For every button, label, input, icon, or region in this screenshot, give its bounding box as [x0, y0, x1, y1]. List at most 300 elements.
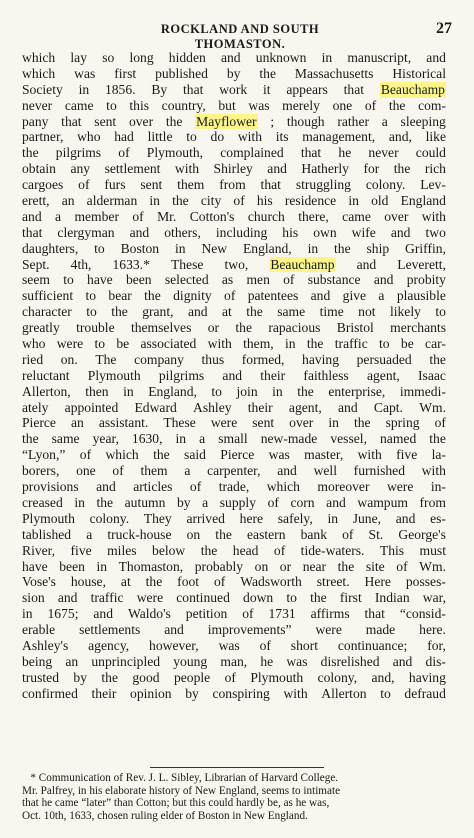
text-line	[22, 114, 446, 130]
word: Thomaston,	[118, 558, 184, 574]
word: sufficient	[22, 288, 74, 304]
word: They	[143, 510, 172, 526]
word: in	[307, 240, 319, 256]
word: colony.	[365, 177, 406, 193]
word: unprincipled	[91, 653, 161, 669]
word: character	[22, 304, 72, 320]
word: Plymouth,	[146, 145, 204, 161]
word: car-	[425, 336, 446, 352]
word: agency,	[88, 637, 130, 653]
word: them,	[243, 336, 274, 352]
word: Massachusetts	[294, 65, 374, 81]
word: of	[189, 479, 202, 495]
word: to	[94, 240, 105, 256]
word: which	[22, 65, 56, 81]
text-line	[22, 241, 446, 257]
word: first	[114, 65, 137, 81]
word: in	[328, 415, 339, 431]
word: residence	[284, 193, 337, 209]
text-line	[22, 431, 446, 447]
word: the	[165, 113, 183, 129]
text-line	[22, 352, 446, 368]
word: Capt.	[373, 399, 403, 415]
word: la-	[431, 447, 446, 463]
word: colony.	[89, 510, 130, 526]
word: an	[61, 193, 75, 209]
word: Indian	[374, 590, 410, 606]
word: 1856.	[104, 81, 136, 97]
word: the	[22, 145, 39, 161]
word: which	[266, 479, 300, 495]
word: affirms	[310, 606, 350, 622]
word: autumn	[124, 494, 166, 510]
word: of	[273, 542, 286, 558]
word: Plymouth	[250, 669, 304, 685]
word: Waldo's	[127, 606, 171, 622]
word: young	[173, 653, 208, 669]
word: the	[306, 336, 324, 352]
footnote-line: * Communication of Rev. J. L. Sibley, Librarian of Harvard College.	[22, 772, 339, 784]
word: to	[86, 304, 97, 320]
word: likely	[389, 304, 421, 320]
word: in	[22, 606, 33, 622]
word: country,	[161, 97, 206, 113]
word: England,	[242, 240, 292, 256]
text-line	[22, 415, 446, 431]
word: named	[380, 431, 417, 447]
word: Bristol	[336, 320, 374, 336]
word: safely,	[277, 510, 313, 526]
word: borers,	[22, 463, 60, 479]
word: greatly	[22, 320, 60, 336]
word: and	[267, 161, 287, 177]
word: and	[326, 494, 346, 510]
word: one	[332, 97, 353, 113]
word: or	[279, 558, 292, 574]
word: were	[315, 622, 342, 638]
word: been	[59, 558, 85, 574]
word: with	[207, 336, 232, 352]
word: year,	[92, 431, 119, 447]
word: made	[365, 622, 396, 638]
word: pilgrims	[158, 367, 205, 383]
word: 4th,	[70, 256, 92, 272]
word: he	[260, 653, 274, 669]
word: alderman	[86, 193, 138, 209]
word: in	[321, 50, 333, 65]
word: that	[300, 145, 322, 161]
word: was	[218, 637, 240, 653]
word: seem	[22, 272, 50, 288]
text-line	[22, 638, 446, 654]
word: Pierce	[22, 415, 56, 431]
word: provisions	[22, 479, 79, 495]
word: near	[302, 558, 327, 574]
word: 1675;	[47, 606, 79, 622]
word: 1630,	[131, 431, 163, 447]
running-title: ROCKLAND AND SOUTH THOMASTON.	[160, 22, 320, 51]
word: struggling	[295, 177, 351, 193]
word: came	[342, 208, 371, 224]
word: it	[262, 81, 271, 97]
word: little	[147, 129, 173, 145]
word: miles	[107, 542, 137, 558]
word: on	[186, 526, 201, 542]
word: conspiring	[212, 685, 270, 701]
word: who	[22, 336, 46, 352]
word: faithless	[303, 367, 349, 383]
word: thus	[201, 351, 225, 367]
word: who	[77, 129, 101, 145]
word: Sept.	[22, 256, 50, 272]
word: said	[184, 447, 206, 463]
word: of	[78, 177, 90, 193]
word: though	[286, 113, 325, 129]
word: ship	[366, 240, 390, 256]
word: below	[152, 542, 186, 558]
highlighted-term: Mayflower	[196, 113, 257, 129]
word: This	[379, 542, 405, 558]
word: to	[186, 129, 197, 145]
word: that	[183, 81, 204, 97]
word: Mr.	[157, 208, 177, 224]
word: were	[386, 479, 414, 495]
word: themselves	[130, 320, 192, 336]
word: and	[392, 653, 413, 669]
word: 1731	[268, 606, 296, 622]
word: like	[425, 129, 446, 145]
word: Cotton's	[189, 208, 235, 224]
word: there,	[298, 208, 329, 224]
word: and,	[371, 669, 395, 685]
word: colony,	[317, 669, 358, 685]
word: with	[421, 463, 446, 479]
word: manuscript,	[347, 50, 412, 65]
word: vessel,	[330, 431, 367, 447]
word: agent,	[366, 367, 400, 383]
word: them	[140, 463, 168, 479]
word: that	[343, 81, 365, 97]
word: he	[338, 145, 352, 161]
word: the	[246, 304, 263, 320]
word: at	[222, 304, 232, 320]
word: selected	[164, 272, 209, 288]
word: truck-house	[107, 526, 172, 542]
word: published	[155, 65, 208, 81]
text-line	[22, 447, 446, 463]
word: enterprise,	[328, 383, 386, 399]
word: the	[144, 288, 161, 304]
word: and	[57, 590, 78, 606]
word: for	[363, 161, 380, 177]
word: on	[254, 558, 269, 574]
word: furnished	[353, 463, 406, 479]
word: old	[371, 193, 389, 209]
word: the	[235, 320, 252, 336]
word: their	[247, 399, 273, 415]
word: with	[283, 685, 308, 701]
word: of	[434, 415, 446, 431]
word: then	[85, 383, 109, 399]
word: management,	[302, 129, 376, 145]
footnote	[22, 772, 446, 822]
word: Edward	[134, 399, 177, 415]
text-line	[22, 257, 446, 273]
word: them	[177, 177, 205, 193]
word: five	[396, 447, 418, 463]
word: was	[248, 97, 270, 113]
word: by	[185, 685, 199, 701]
word: and	[164, 622, 184, 638]
word: was	[74, 65, 96, 81]
word: moreover	[317, 479, 370, 495]
word: so	[102, 50, 115, 65]
word: appointed	[64, 399, 119, 415]
word: a	[184, 463, 191, 479]
word: on.	[60, 351, 78, 367]
word: in	[175, 431, 187, 447]
word: clergyman	[57, 224, 115, 240]
page-number: 27	[436, 20, 452, 37]
text-line	[22, 288, 446, 304]
word: opinion	[130, 685, 172, 701]
word: and	[222, 367, 243, 383]
word: Vose's	[22, 574, 56, 590]
highlighted-term: Beauchamp	[380, 81, 445, 97]
word: this	[129, 97, 150, 113]
word: the	[200, 542, 218, 558]
word: Ashley	[193, 399, 232, 415]
word: substance	[307, 272, 361, 288]
word: Wadsworth	[240, 574, 302, 590]
word: of	[342, 526, 354, 542]
word: New	[201, 240, 228, 256]
word: for,	[427, 637, 446, 653]
word: the	[334, 240, 351, 256]
word: must	[419, 542, 446, 558]
word: a	[381, 113, 388, 129]
word: that	[364, 606, 385, 622]
word: in	[123, 383, 134, 399]
word: a	[86, 526, 93, 542]
word: from	[419, 494, 446, 510]
word: Wm.	[419, 399, 446, 415]
word: the	[337, 558, 355, 574]
word: others,	[164, 224, 201, 240]
word: two	[425, 224, 446, 240]
word: the	[111, 304, 128, 320]
word: Leverett,	[397, 256, 446, 272]
word: a	[199, 431, 206, 447]
word: posses-	[405, 574, 446, 590]
word: first	[339, 590, 362, 606]
text-line	[22, 479, 446, 495]
word: Griffin,	[405, 240, 446, 256]
word: grant,	[142, 304, 174, 320]
footnote-line: Mr. Palfrey, in his elaborate history of New England, seems to intimate	[22, 784, 341, 797]
word: in	[284, 336, 296, 352]
word: of	[79, 447, 92, 463]
word: as	[221, 272, 234, 288]
word: complained	[220, 145, 284, 161]
word: to	[286, 590, 297, 606]
word: two,	[224, 256, 249, 272]
word: of	[112, 463, 124, 479]
word: immedi-	[399, 383, 446, 399]
word: of	[283, 272, 295, 288]
word: dignity	[173, 288, 212, 304]
text-line	[22, 336, 446, 352]
text-line	[22, 400, 446, 416]
word: be	[116, 336, 130, 352]
word: rapacious	[268, 320, 321, 336]
word: to	[380, 685, 391, 701]
word: agent,	[288, 399, 322, 415]
word: of	[364, 97, 377, 113]
text-line	[22, 559, 446, 575]
word: same	[277, 304, 306, 320]
word: to	[106, 97, 117, 113]
word: to	[435, 304, 446, 320]
word: erett,	[22, 193, 50, 209]
word: or	[207, 320, 220, 336]
word: in	[348, 193, 359, 209]
word: short	[290, 637, 318, 653]
word: the	[172, 193, 189, 209]
word: their	[91, 685, 117, 701]
word: Plymouth	[87, 367, 141, 383]
word: tide-waters.	[300, 542, 365, 558]
text-line	[22, 368, 446, 384]
word: tablished	[22, 526, 72, 542]
word: time	[319, 304, 344, 320]
word: war,	[422, 590, 446, 606]
word: and	[129, 224, 150, 240]
word: supply	[219, 494, 256, 510]
word: of	[132, 208, 144, 224]
word: Here	[364, 574, 391, 590]
footnote-line: Oct. 10th, 1633, chosen ruling elder of Boston in New England.	[22, 809, 308, 822]
word: and	[395, 510, 416, 526]
word: settlement	[104, 161, 161, 177]
word: appears	[286, 81, 328, 97]
word: was	[286, 653, 308, 669]
word: By	[151, 81, 168, 97]
word: Historical	[392, 65, 446, 81]
word: men	[246, 272, 270, 288]
word: company	[134, 351, 184, 367]
word: George's	[398, 526, 446, 542]
word: by	[176, 494, 191, 510]
word: disrelished	[320, 653, 380, 669]
word: These	[170, 256, 204, 272]
word: same	[51, 431, 80, 447]
word: creased	[22, 494, 63, 510]
word: The	[95, 351, 117, 367]
word: and	[220, 50, 241, 65]
word: unknown	[255, 50, 307, 65]
text-line	[22, 384, 446, 400]
word: his	[282, 224, 299, 240]
word: of	[214, 574, 226, 590]
word: Wm.	[419, 558, 446, 574]
word: here.	[419, 622, 446, 638]
word: member	[74, 208, 119, 224]
text-line	[22, 606, 446, 622]
word: been	[125, 272, 152, 288]
word: a	[378, 288, 385, 304]
word: of	[224, 288, 236, 304]
word: give	[342, 288, 367, 304]
word: master,	[304, 447, 344, 463]
word: hidden	[168, 50, 206, 65]
word: house,	[70, 574, 106, 590]
word: an	[65, 653, 79, 669]
word: Lev-	[420, 177, 446, 193]
word: trade,	[218, 479, 250, 495]
text-line	[22, 654, 446, 670]
word: people	[173, 669, 211, 685]
word: street.	[316, 574, 350, 590]
word: including	[215, 224, 268, 240]
word: and	[22, 208, 42, 224]
text-line	[22, 463, 446, 479]
word: site	[365, 558, 385, 574]
word: St.	[368, 526, 384, 542]
page-header	[0, 20, 474, 51]
word: long	[129, 50, 154, 65]
word: probity	[406, 272, 446, 288]
word: bank	[300, 526, 328, 542]
footnote-divider	[150, 767, 324, 768]
word: but	[218, 97, 236, 113]
text-line	[22, 50, 446, 66]
word: were	[56, 336, 84, 352]
word: wampum	[357, 494, 408, 510]
word: one	[76, 463, 96, 479]
word: have	[87, 272, 113, 288]
word: wife	[351, 224, 376, 240]
word: by	[73, 669, 87, 685]
word: a	[202, 494, 209, 510]
word: which	[105, 447, 139, 463]
text-line	[22, 670, 446, 686]
word: here	[239, 510, 264, 526]
word: sent	[94, 113, 117, 129]
word: daughters,	[22, 240, 79, 256]
text-line	[22, 66, 446, 82]
word: the	[393, 161, 411, 177]
text-line	[22, 209, 446, 225]
word: the	[353, 415, 371, 431]
word: foot	[177, 574, 200, 590]
word: carpenter,	[207, 463, 261, 479]
word: defraud	[404, 685, 446, 701]
word: rich	[424, 161, 446, 177]
word: patentees	[247, 288, 299, 304]
word: Society	[22, 81, 63, 97]
word: in	[149, 193, 160, 209]
word: com-	[418, 97, 446, 113]
word: traffic	[90, 590, 124, 606]
word: sleeping	[400, 113, 446, 129]
word: erable	[22, 622, 56, 638]
word: petition	[185, 606, 228, 622]
word: reluctant	[22, 367, 70, 383]
word: the	[215, 526, 232, 542]
word: from	[219, 177, 246, 193]
word: having	[302, 351, 340, 367]
